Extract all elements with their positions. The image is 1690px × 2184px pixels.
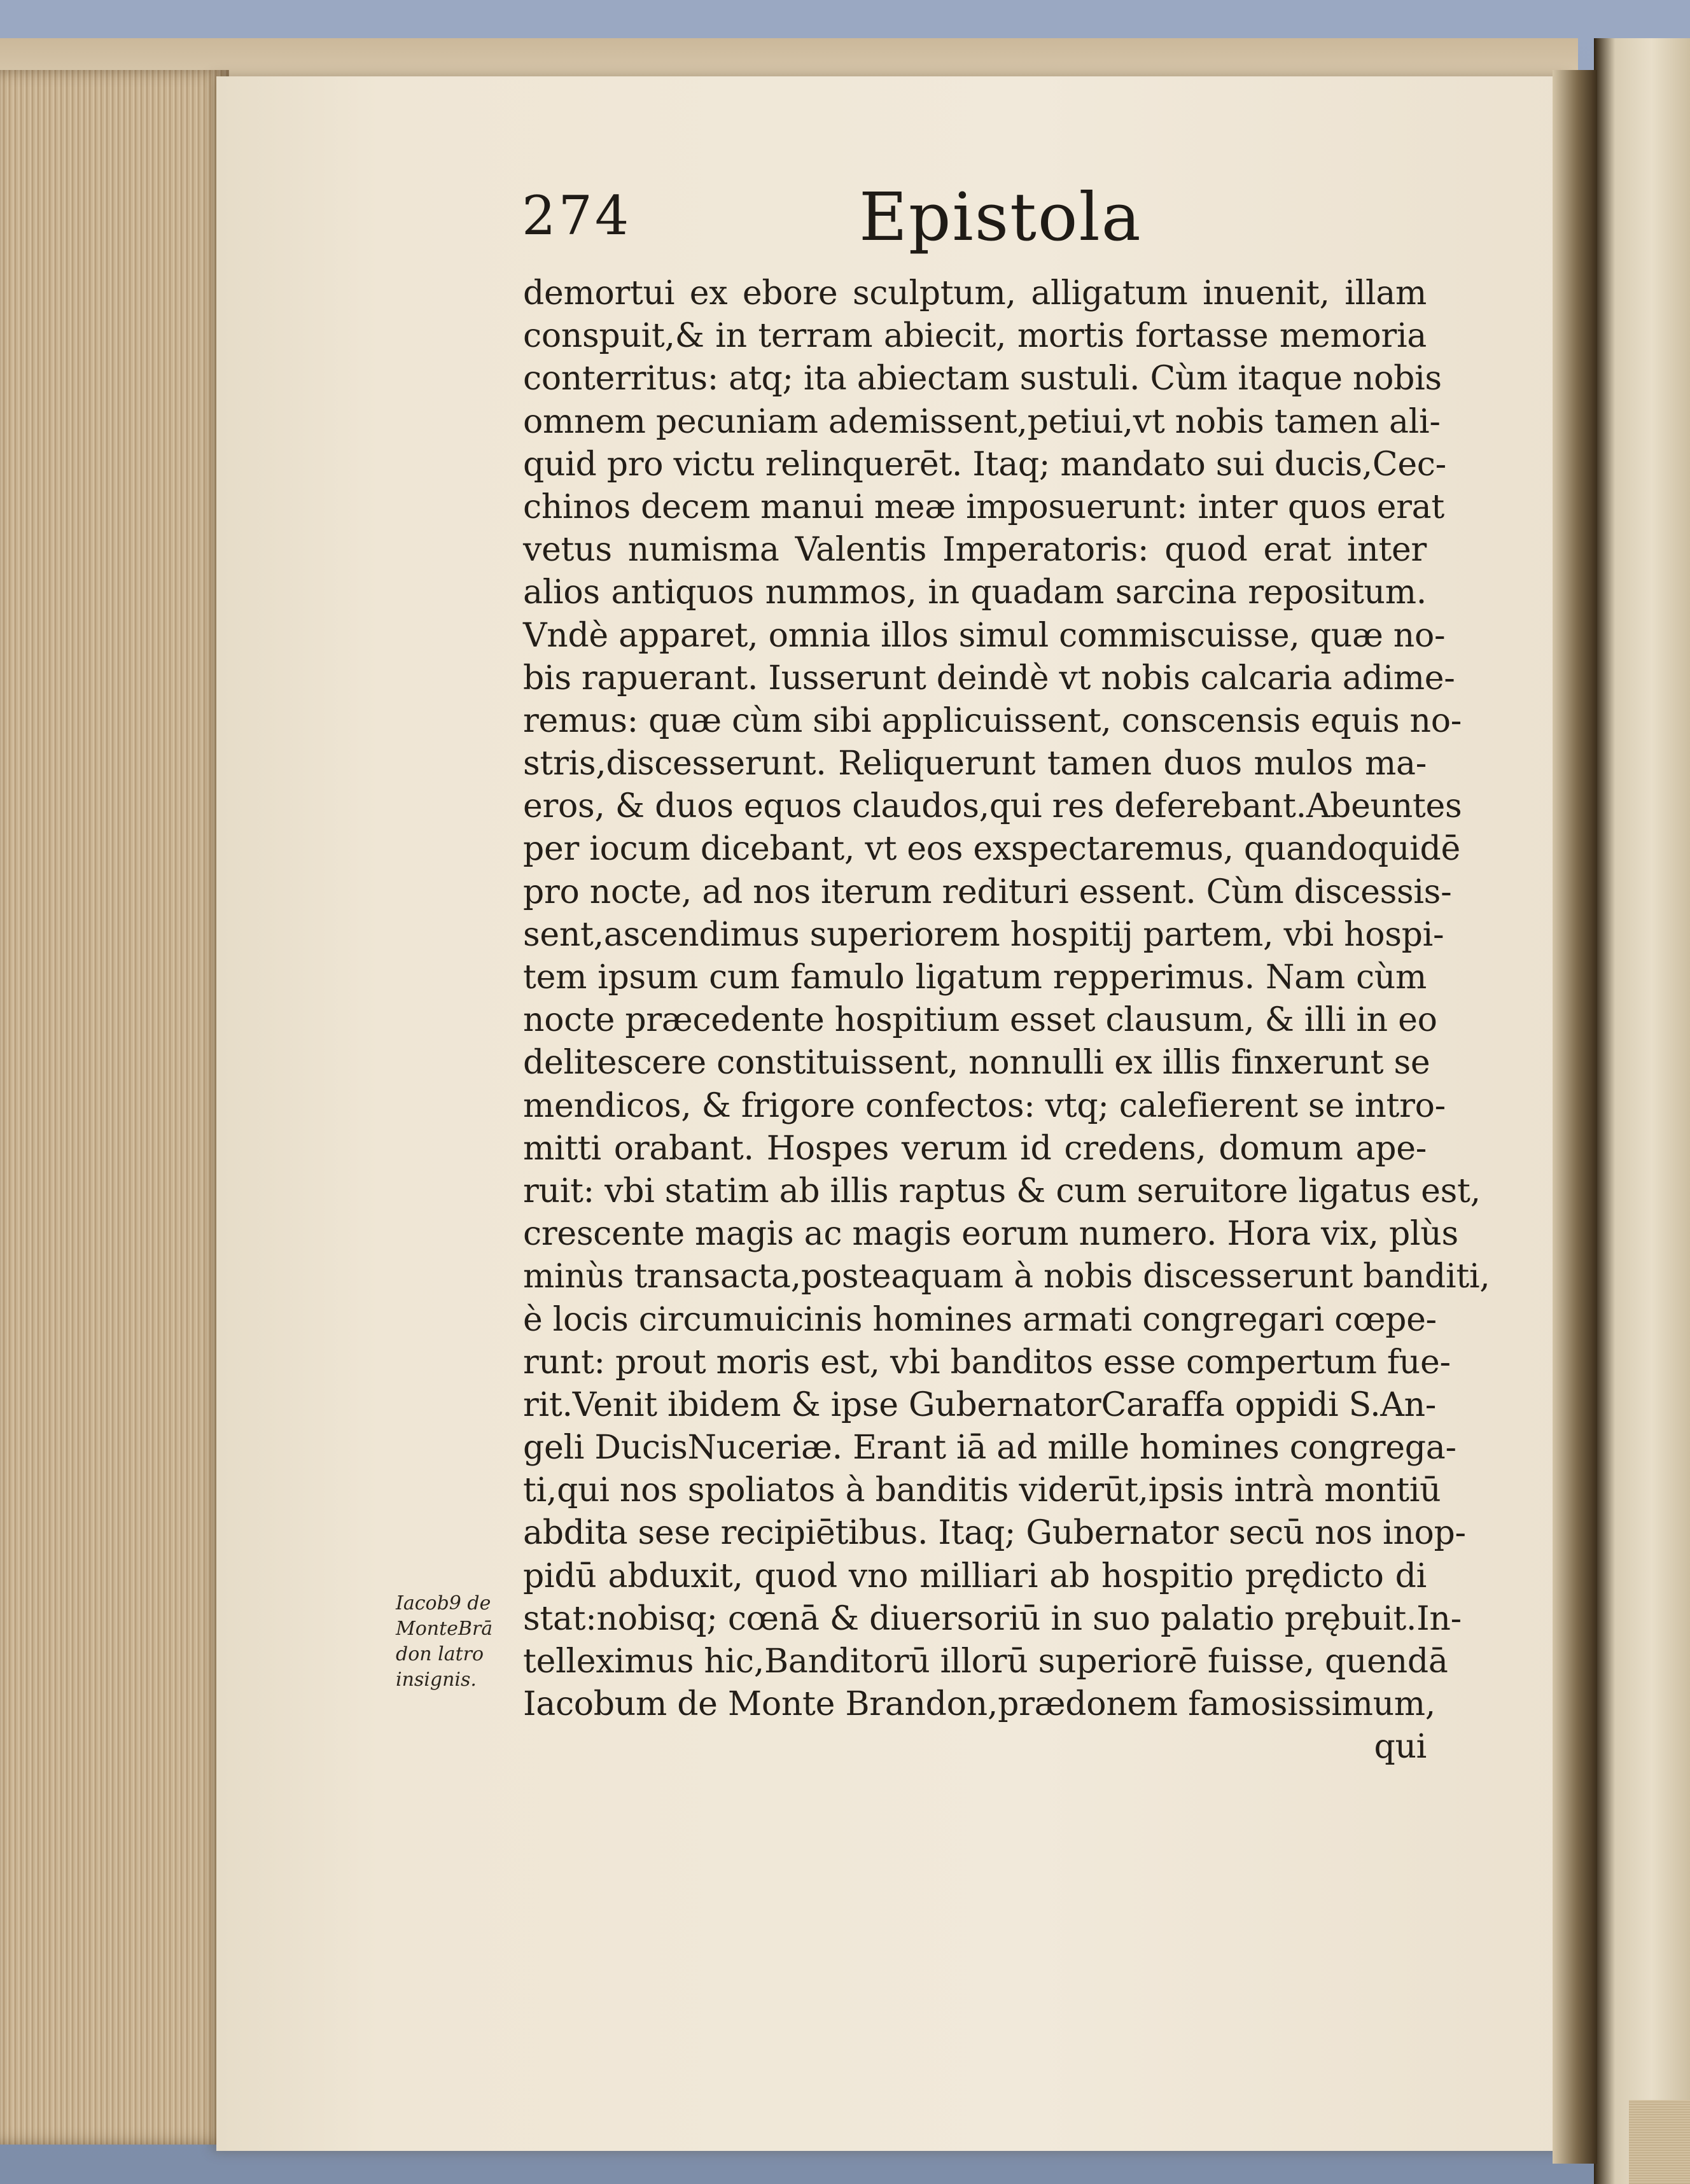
text-line: Vndè apparet, omnia illos simul commiscuisse, quæ no- bbox=[523, 616, 1446, 655]
text-line: omnem pecuniam ademissent,petiui,vt nobis tamen ali- bbox=[523, 402, 1441, 441]
marginal-note-line: insignis. bbox=[396, 1669, 477, 1691]
text-line: remus: quæ cùm sibi applicuissent, conscensis equis no- bbox=[523, 701, 1462, 740]
page-number: 274 bbox=[522, 185, 632, 247]
text-line: per iocum dicebant, vt eos exspectaremus, quandoquidē bbox=[523, 830, 1460, 869]
text-line: pidū abduxit, quod vno milliari ab hospitio prędicto di bbox=[523, 1557, 1427, 1595]
text-line: vetus numisma Valentis Imperatoris: quod erat inter bbox=[523, 531, 1427, 570]
text-line: bis rapuerant. Iusserunt deindè vt nobis calcaria adime- bbox=[523, 659, 1455, 697]
text-line: eros, & duos equos claudos,qui res deferebant.Abeuntes bbox=[523, 787, 1462, 826]
text-line: alios antiquos nummos, in quadam sarcina repositum. bbox=[523, 573, 1427, 612]
facing-page bbox=[1594, 38, 1690, 2184]
text-line: conterritus: atq; ita abiectam sustuli. Cùm itaque nobis bbox=[523, 360, 1442, 398]
text-line: mendicos, & frigore confectos: vtq; calefierent se intro- bbox=[523, 1086, 1446, 1125]
text-line: ti,qui nos spoliatos à banditis viderūt,ipsis intrà montiū bbox=[523, 1471, 1441, 1510]
text-line: delitescere constituissent, nonnulli ex illis finxerunt se bbox=[523, 1044, 1430, 1082]
marginal-note bbox=[396, 1591, 523, 1693]
text-line: pro nocte, ad nos iterum redituri essent. Cùm discessis- bbox=[523, 872, 1452, 911]
text-line: tem ipsum cum famulo ligatum repperimus. Nam cùm bbox=[523, 958, 1427, 997]
running-head: Epistola bbox=[859, 178, 1142, 256]
text-line: minùs transacta,posteaquam à nobis discesserunt banditi, bbox=[523, 1257, 1490, 1296]
page-edges-left bbox=[0, 70, 229, 2145]
text-line: abdita sese recipiētibus. Itaq; Gubernator secū nos inop- bbox=[523, 1514, 1466, 1553]
text-line: stris,discesserunt. Reliquerunt tamen duos mulos ma- bbox=[523, 745, 1427, 783]
text-line: Iacobum de Monte Brandon,prædonem famosissimum, bbox=[523, 1685, 1436, 1724]
text-line: runt: prout moris est, vbi banditos esse compertum fue- bbox=[523, 1343, 1451, 1382]
text-line: mitti orabant. Hospes verum id credens, domum ape- bbox=[523, 1129, 1427, 1168]
marginal-note-line: Iacob9 de bbox=[396, 1592, 491, 1614]
text-line: crescente magis ac magis eorum numero. Hora vix, plùs bbox=[523, 1215, 1458, 1254]
text-line: telleximus hic,Banditorū illorū superiorē fuisse, quendā bbox=[523, 1642, 1448, 1681]
body-text bbox=[523, 272, 1490, 1769]
text-line: geli DucisNuceriæ. Erant iā ad mille homines congrega- bbox=[523, 1429, 1456, 1467]
text-line: sent,ascendimus superiorem hospitij partem, vbi hospi- bbox=[523, 915, 1444, 954]
text-line: rit.Venit ibidem & ipse GubernatorCaraffa oppidi S.An- bbox=[523, 1385, 1437, 1424]
facing-page-edges bbox=[1629, 2100, 1690, 2184]
book-gutter bbox=[1553, 70, 1597, 2164]
text-line: quid pro victu relinquerēt. Itaq; mandato sui ducis,Cec- bbox=[523, 445, 1446, 484]
text-line: demortui ex ebore sculptum, alligatum inuenit, illam bbox=[523, 274, 1427, 312]
marginal-note-line: don latro bbox=[396, 1643, 484, 1665]
text-line: ruit: vbi statim ab illis raptus & cum seruitore ligatus est, bbox=[523, 1172, 1481, 1210]
marginal-note-line: MonteBrā bbox=[396, 1618, 493, 1640]
text-line: stat:nobisq; cœnā & diuersoriū in suo palatio prębuit.In- bbox=[523, 1599, 1462, 1638]
text-line: chinos decem manui meæ imposuerunt: inter quos erat bbox=[523, 487, 1444, 526]
text-line: conspuit,& in terram abiecit, mortis fortasse memoria bbox=[523, 317, 1427, 356]
text-line: nocte præcedente hospitium esset clausum, & illi in eo bbox=[523, 1001, 1437, 1040]
text-line: è locis circumuicinis homines armati congregari cœpe- bbox=[523, 1300, 1437, 1339]
catchword: qui bbox=[1374, 1728, 1427, 1767]
